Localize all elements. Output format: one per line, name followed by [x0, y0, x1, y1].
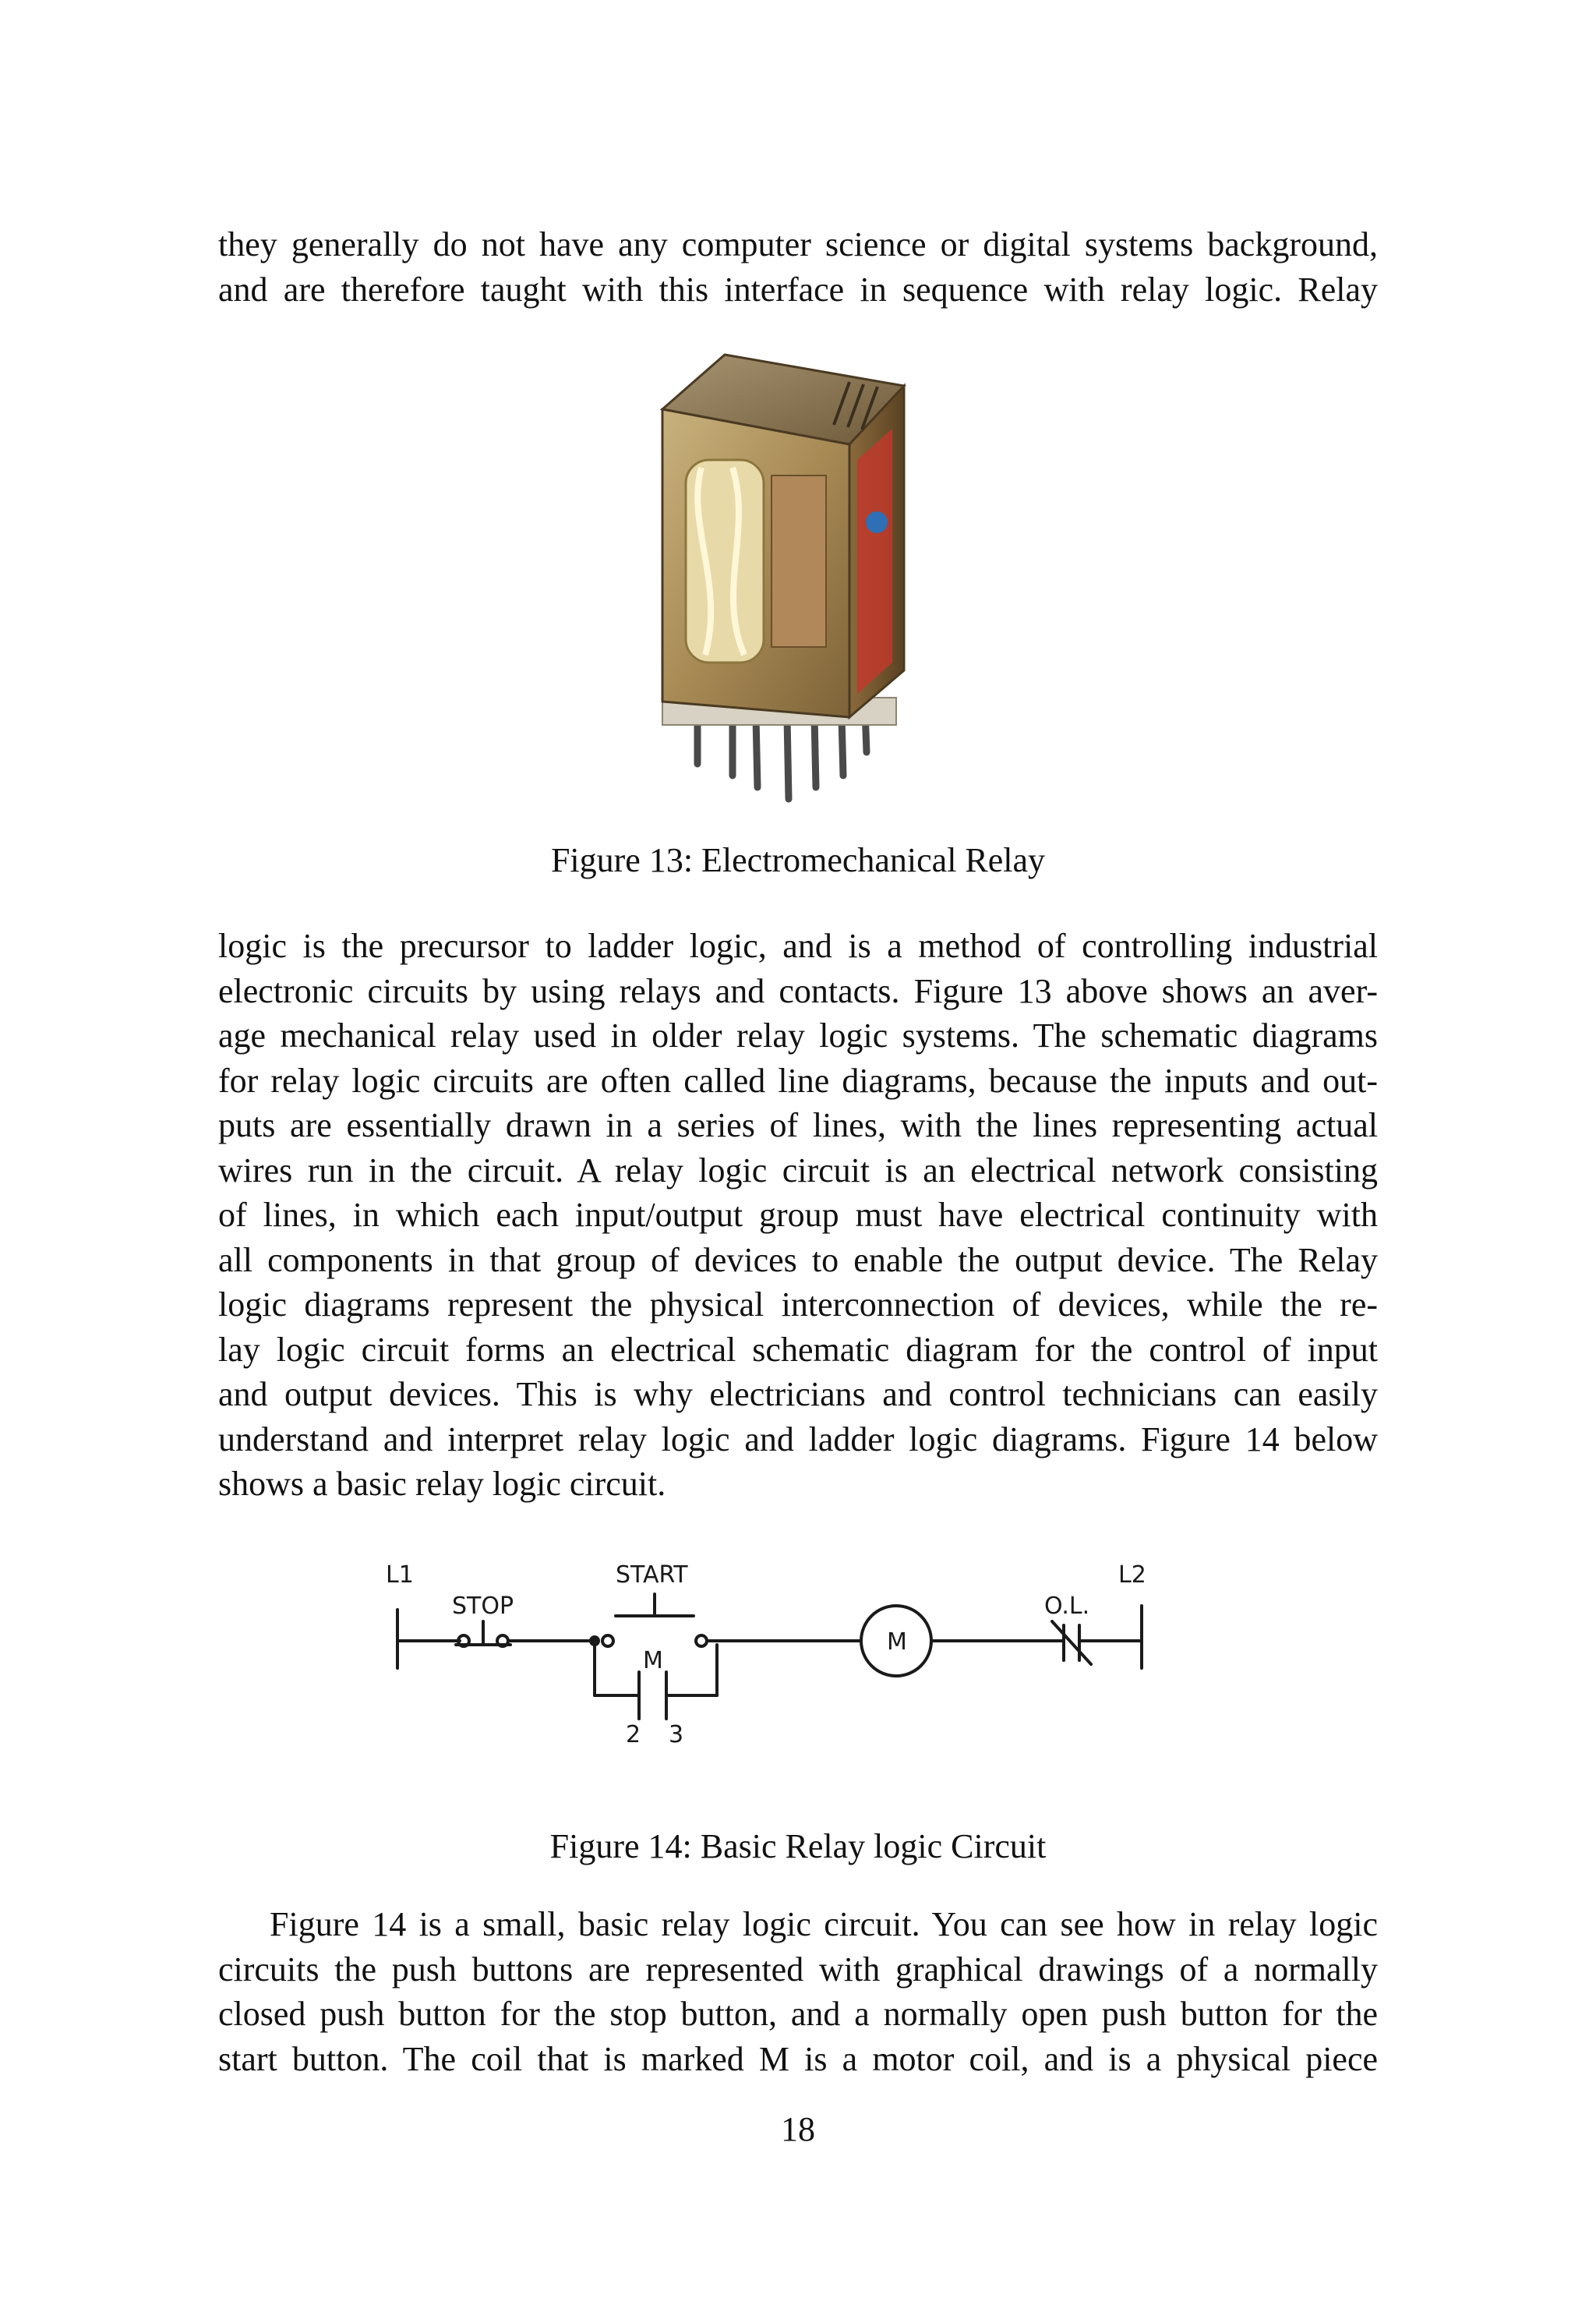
figure14-caption: Figure 14: Basic Relay logic Circuit	[549, 1827, 1047, 1865]
body1-line: all components in that group of devices to enable the output device. The Relay	[218, 1240, 1378, 1279]
relay-photo	[616, 351, 920, 811]
stop-label: STOP	[452, 1593, 514, 1620]
body2-line: start button. The coil that is marked M is a motor coil, and is a physical piece	[218, 2039, 1378, 2078]
body1-line: and output devices. This is why electricians and control technicians can easily	[218, 1375, 1378, 1413]
intro-paragraph	[218, 222, 1378, 312]
body2-line: closed push button for the stop button, and a normally open push button for the	[218, 1995, 1378, 2033]
body-paragraph-1	[218, 924, 1378, 1507]
body1-line: electronic circuits by using relays and contacts. Figure 13 above shows an aver-	[218, 971, 1378, 1010]
body1-line: shows a basic relay logic circuit.	[218, 1465, 666, 1503]
overload-slash	[1052, 1621, 1091, 1664]
body1-line: for relay logic circuits are often called line diagrams, because the inputs and out-	[218, 1061, 1378, 1100]
body1-line: age mechanical relay used in older relay logic systems. The schematic diagrams	[218, 1016, 1378, 1055]
body1-line: understand and interpret relay logic and ladder logic diagrams. Figure 14 below	[218, 1419, 1378, 1458]
l1-label: L1	[386, 1561, 414, 1589]
relay-circuit-diagram	[374, 1547, 1177, 1758]
l2-label: L2	[1118, 1561, 1146, 1589]
body1-line: lay logic circuit forms an electrical schematic diagram for the control of input	[218, 1330, 1378, 1369]
body1-line: wires run in the circuit. A relay logic circuit is an electrical network consisting	[218, 1151, 1378, 1190]
body-paragraph-2	[218, 1902, 1378, 2081]
body1-line: logic diagrams represent the physical interconnection of devices, while the re-	[218, 1285, 1378, 1324]
contact-label: M	[643, 1647, 663, 1674]
terminal-2-label: 2	[626, 1721, 641, 1748]
terminal-3-label: 3	[669, 1721, 684, 1748]
motor-label: M	[887, 1628, 907, 1656]
body1-line: logic is the precursor to ladder logic, and is a method of controlling industrial	[218, 927, 1378, 965]
body1-line: of lines, in which each input/output group must have electrical continuity with	[218, 1196, 1378, 1234]
body1-line: puts are essentially drawn in a series of lines, with the lines representing actual	[218, 1106, 1378, 1144]
body2-line: Figure 14 is a small, basic relay logic circuit. You can see how in relay logic	[270, 1905, 1378, 1943]
intro-line: they generally do not have any computer science or digital systems background,	[218, 225, 1378, 263]
body2-line: circuits the push buttons are represented with graphical drawings of a normally	[218, 1950, 1378, 1989]
page-number: 18	[781, 2110, 815, 2148]
intro-line: and are therefore taught with this interface in sequence with relay logic. Relay	[218, 270, 1378, 309]
overload-label: O.L.	[1044, 1593, 1090, 1620]
start-label: START	[616, 1561, 688, 1589]
figure13-caption: Figure 13: Electromechanical Relay	[550, 841, 1046, 879]
